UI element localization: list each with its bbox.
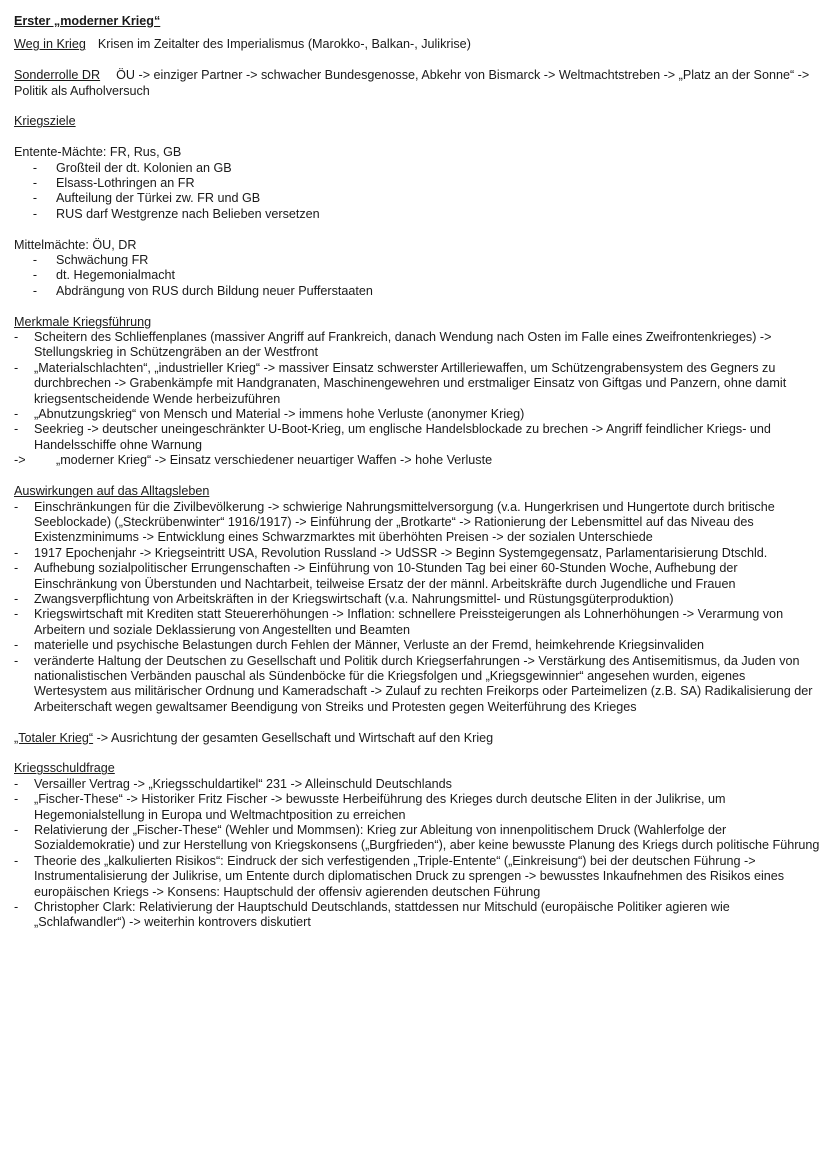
list-item: - Schwächung FR	[32, 253, 149, 268]
list-item: - Abdrängung von RUS durch Bildung neuer Pufferstaaten	[32, 283, 373, 298]
totaler-krieg-text: -> Ausrichtung der gesamten Gesellschaft und Wirtschaft auf den Krieg	[96, 730, 494, 745]
totaler-krieg-label: „Totaler Krieg“	[14, 730, 94, 745]
list-item: - materielle und psychische Belastungen durch Fehlen der Männer, Verluste an der Fremd, heimkehrende Kriegsinvaliden	[14, 638, 704, 653]
list-item: - „Abnutzungskrieg“ von Mensch und Material -> immens hohe Verluste (anonymer Krieg)	[14, 407, 525, 422]
merkmale-heading: Merkmale Kriegsführung	[14, 314, 152, 329]
alltag-heading: Auswirkungen auf das Alltagsleben	[14, 484, 210, 499]
kriegsschuld-list	[14, 777, 822, 931]
weg-in-krieg-label: Weg in Krieg	[14, 37, 86, 52]
entente-label: Entente-Mächte: FR, Rus, GB	[14, 145, 182, 160]
list-item: - Aufhebung sozialpolitischer Errungenschaften -> Einführung von 10-Stunden Tag bei einer 60-Stunden Woche, Aufhebung der Einschränkung von Überstunden und Nachtarbeit, teilweise Ersatz der der männl. Arbeitskräfte durch Jugendliche und Frauen	[14, 561, 738, 591]
alltag-list	[14, 500, 822, 716]
list-item: - „Materialschlachten“, „industrieller Krieg“ -> massiver Einsatz schwerster Artilleriewaffen, um Schützengrabensystem des Gegners zu durchbrechen -> Grabenkämpfe mit Handgranaten, Maschinengewehren und erstmaliger Einsatz von Giftgas und Panzern, ohne damit kriegsentscheidende Wende herbeizuführen	[14, 360, 787, 406]
list-item: - Versailler Vertrag -> „Kriegsschuldartikel“ 231 -> Alleinschuld Deutschlands	[14, 776, 452, 791]
mittelmaechte-label: Mittelmächte: ÖU, DR	[14, 237, 137, 252]
list-item: - Einschränkungen für die Zivilbevölkerung -> schwierige Nahrungsmittelversorgung (v.a. Hungerkrisen und Hungertote durch britische Seeblockade) („Steckrübenwinter“ 1916/1917) -> Einführung der „Brotkarte“ -> Rationierung der Lebensmittel auf das Niveau des Existenzminimums -> Entwicklung eines Schwarzmarktes mit überhöhten Preisen -> der sozialen Unterschiede	[14, 499, 775, 545]
kriegsschuld-heading: Kriegsschuldfrage	[14, 761, 115, 776]
mittelmaechte-list	[14, 253, 822, 299]
kriegsziele-heading: Kriegsziele	[14, 114, 76, 129]
list-item: - Relativierung der „Fischer-These“ (Wehler und Mommsen): Krieg zur Ableitung von innenpolitischem Druck (Wahlerfolge der Sozialdemokratie) und zur Herstellung von Kriegskonsens („Burgfrieden“), aber keine bewusste Planung des Kriegs durch politische Führung	[14, 823, 820, 853]
list-item: - Kriegswirtschaft mit Krediten statt Steuererhöhungen -> Inflation: schnellere Preissteigerungen als Lohnerhöhungen -> Verarmung von Arbeitern und soziale Deklassierung von Angestellten und Beamten	[14, 607, 784, 637]
sonderrolle-line	[14, 68, 822, 99]
list-item: - Seekrieg -> deutscher uneingeschränkter U-Boot-Krieg, um englische Handelsblockade zu brechen -> Angriff feindlicher Kriegs- und Handelsschiffe ohne Warnung	[14, 422, 771, 452]
merkmale-list	[14, 330, 822, 469]
weg-in-krieg-line	[14, 37, 822, 52]
list-item: - Aufteilung der Türkei zw. FR und GB	[32, 191, 261, 206]
list-item: - RUS darf Westgrenze nach Belieben versetzen	[32, 206, 320, 221]
sonderrolle-label: Sonderrolle DR	[14, 68, 101, 83]
list-item: - „Fischer-These“ -> Historiker Fritz Fischer -> bewusste Herbeiführung des Krieges durch deutsche Eliten in der Julikrise, um Hegemonialstellung in Europa und Weltmachtposition zu erreichen	[14, 792, 726, 822]
merkmale-conclusion: -> „moderner Krieg“ -> Einsatz verschiedener neuartiger Waffen -> hohe Verluste	[14, 453, 493, 468]
list-item: - dt. Hegemonialmacht	[32, 268, 176, 283]
sonderrolle-text: ÖU -> einziger Partner -> schwacher Bundesgenosse, Abkehr von Bismarck -> Weltmachtstreben -> „Platz an der Sonne“ -> Politik als Aufholversuch	[14, 68, 810, 98]
list-item: - veränderte Haltung der Deutschen zu Gesellschaft und Politik durch Kriegserfahrungen -> Verstärkung des Antisemitismus, da Juden von nationalistischen Verbänden pauschal als Sündenböcke für die Kriegsfolgen und „Kriegsgewinnier“ angesehen wurden, eigenes Wertesystem aus militärischer Ordnung und Kameradschaft -> Zulauf zu rechten Freikorps oder Parteimelizen (z.B. SA) Radikalisierung der Arbeiterschaft wegen gewaltsamer Beendigung von Streiks und Protesten gegen Weiterführung des Krieges	[14, 653, 813, 714]
entente-list	[14, 161, 822, 223]
totaler-krieg-line	[14, 731, 822, 746]
list-item: - Elsass-Lothringen an FR	[32, 176, 195, 191]
document-page	[14, 14, 822, 931]
page-title: Erster „moderner Krieg“	[14, 14, 161, 28]
list-item: - Theorie des „kalkulierten Risikos“: Eindruck der sich verfestigenden „Triple-Entente“ („Einkreisung“) bei der deutschen Führung -> Instrumentalisierung der Julikrise, um Entente durch diplomatischen Druck zu sprengen -> bewusstes Inkaufnehmen des Risikos eines europäischen Kriegs -> Konsens: Hauptschuld der offensiv agierenden deutschen Führung	[14, 853, 785, 899]
list-item: - Scheitern des Schlieffenplanes (massiver Angriff auf Frankreich, danach Wendung nach Osten im Falle eines Zweifrontenkrieges) -> Stellungskrieg in Schützengräben an der Westfront	[14, 330, 772, 360]
list-item: - Großteil der dt. Kolonien an GB	[32, 160, 232, 175]
weg-in-krieg-text: Krisen im Zeitalter des Imperialismus (Marokko-, Balkan-, Julikrise)	[97, 37, 471, 52]
list-item: - 1917 Epochenjahr -> Kriegseintritt USA, Revolution Russland -> UdSSR -> Beginn Systemgegensatz, Parlamentarisierung Dtschld.	[14, 545, 768, 560]
list-item: - Zwangsverpflichtung von Arbeitskräften in der Kriegswirtschaft (v.a. Nahrungsmittel- und Rüstungsgüterproduktion)	[14, 591, 674, 606]
list-item: - Christopher Clark: Relativierung der Hauptschuld Deutschlands, stattdessen nur Mitschuld (europäische Politiker agieren wie „Schlafwandler“) -> weiterhin kontrovers diskutiert	[14, 900, 730, 930]
